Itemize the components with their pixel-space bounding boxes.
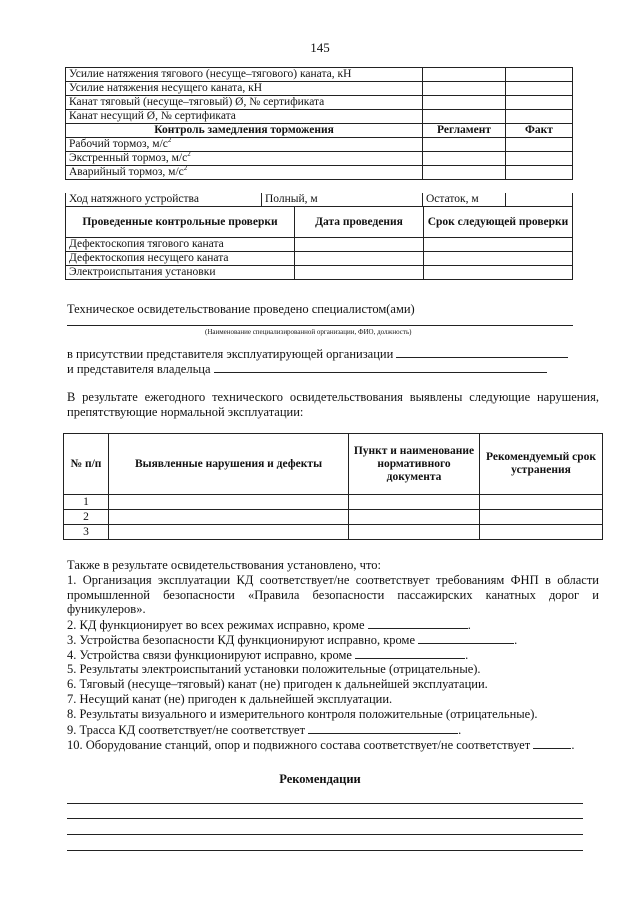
deadline-col-header: Рекомендуемый срок устранения — [480, 434, 603, 495]
recommendations-line[interactable] — [67, 850, 583, 851]
next-check-col-header: Срок следующей проверки — [424, 207, 573, 238]
finding-item-9: 9. Трасса КД соответствует/не соответствует . — [67, 723, 462, 737]
checks-table — [65, 207, 573, 280]
table-row — [66, 68, 573, 82]
row-number: 2 — [64, 510, 109, 525]
value-cell — [424, 252, 573, 266]
value-cell — [506, 166, 573, 180]
recommendations-line[interactable] — [67, 803, 583, 804]
specialist-fill-line[interactable] — [67, 325, 573, 326]
check-label: Электроиспытания установки — [66, 266, 295, 280]
recommendations-line[interactable] — [67, 818, 583, 819]
stroke-full: Полный, м — [262, 193, 423, 207]
value-cell — [349, 495, 480, 510]
finding-item-8: 8. Результаты визуального и измерительного контроля положительные (отрицательные). — [67, 707, 538, 721]
value-cell — [423, 138, 506, 152]
table-row — [64, 495, 603, 510]
value-cell — [506, 193, 573, 207]
param-label: Канат несущий Ø, № сертификата — [66, 110, 423, 124]
table-row — [66, 266, 573, 280]
page-number: 145 — [310, 40, 330, 55]
brake-label: Экстренный тормоз, $м/с^2$ — [66, 152, 423, 166]
finding-item-7: 7. Несущий канат (не) пригоден к дальнейшей эксплуатации. — [67, 692, 393, 706]
value-cell — [109, 510, 349, 525]
value-cell — [295, 252, 424, 266]
value-cell — [109, 495, 349, 510]
value-cell — [423, 96, 506, 110]
table-header-row — [66, 124, 573, 138]
finding-item-3: 3. Устройства безопасности КД функционируют исправно, кроме . — [67, 633, 518, 647]
value-cell — [480, 510, 603, 525]
finding-item-10: 10. Оборудование станций, опор и подвижного состава соответствует/не соответствует . — [67, 738, 575, 752]
table-row — [64, 510, 603, 525]
value-cell — [506, 68, 573, 82]
value-cell — [506, 138, 573, 152]
norm-doc-col-header: Пункт и наименование нормативного документа — [349, 434, 480, 495]
stroke-rest: Остаток, м — [423, 193, 506, 207]
finding-item-1: 1. Организация эксплуатации КД соответствует/не соответствует требованиям ФНП в области промышленной безопасности «Правила безопасности пассажирских канатных дорог и фуникулеров». — [67, 573, 599, 616]
value-cell — [295, 266, 424, 280]
brake-label: Аварийный тормоз, $м/с^2$ — [66, 166, 423, 180]
date-col-header: Дата проведения — [295, 207, 424, 238]
num-col-header: № п/п — [64, 434, 109, 495]
row-number: 3 — [64, 525, 109, 540]
table-row — [66, 152, 573, 166]
operator-rep-field[interactable] — [396, 346, 568, 358]
value-cell — [423, 110, 506, 124]
defects-col-header: Выявленные нарушения и дефекты — [109, 434, 349, 495]
braking-header: Контроль замедления торможения — [66, 124, 423, 138]
value-cell — [423, 152, 506, 166]
brake-label: Рабочий тормоз, $м/с^2$ — [66, 138, 423, 152]
presence-line-1: в присутствии представителя эксплуатирующей организации — [67, 346, 568, 361]
table-row — [66, 252, 573, 266]
row-number: 1 — [64, 495, 109, 510]
table-row — [66, 138, 573, 152]
finding-item-5: 5. Результаты электроиспытаний установки положительные (отрицательные). — [67, 662, 481, 676]
findings-intro: Также в результате освидетельствования установлено, что: — [67, 558, 381, 572]
table-row — [66, 166, 573, 180]
value-cell — [480, 495, 603, 510]
recommendations-line[interactable] — [67, 834, 583, 835]
value-cell — [295, 238, 424, 252]
finding-item-6: 6. Тяговый (несуще–тяговый) канат (не) пригоден к дальнейшей эксплуатации. — [67, 677, 488, 691]
checks-col-header: Проведенные контрольные проверки — [66, 207, 295, 238]
specialist-text: Техническое освидетельствование проведено специалистом(ами) — [67, 302, 415, 316]
reglament-header: Регламент — [423, 124, 506, 138]
param-label: Усилие натяжения тягового (несуще–тягового) каната, кН — [66, 68, 423, 82]
violations-table — [63, 433, 603, 540]
value-cell — [423, 82, 506, 96]
value-cell — [423, 68, 506, 82]
value-cell — [424, 238, 573, 252]
table-header-row — [66, 207, 573, 238]
specialist-caption: (Наименование специализированной организации, ФИО, должность) — [205, 328, 412, 336]
value-cell — [480, 525, 603, 540]
value-cell — [506, 96, 573, 110]
parameters-table — [65, 67, 573, 180]
table-row — [66, 193, 573, 207]
finding-2-field[interactable] — [368, 617, 468, 629]
table-row — [66, 238, 573, 252]
param-label: Канат тяговый (несуще–тяговый) Ø, № сертификата — [66, 96, 423, 110]
fakt-header: Факт — [506, 124, 573, 138]
owner-rep-field[interactable] — [214, 361, 547, 373]
finding-item-4: 4. Устройства связи функционируют исправно, кроме . — [67, 648, 469, 662]
table-row — [64, 525, 603, 540]
finding-4-field[interactable] — [355, 647, 465, 659]
table-row — [66, 82, 573, 96]
stroke-table — [65, 193, 573, 207]
presence-line-2: и представителя владельца — [67, 361, 547, 376]
value-cell — [506, 82, 573, 96]
check-label: Дефектоскопия несущего каната — [66, 252, 295, 266]
param-label: Усилие натяжения несущего каната, кН — [66, 82, 423, 96]
finding-3-field[interactable] — [418, 632, 514, 644]
value-cell — [424, 266, 573, 280]
value-cell — [506, 152, 573, 166]
value-cell — [109, 525, 349, 540]
value-cell — [423, 166, 506, 180]
value-cell — [349, 525, 480, 540]
table-row — [66, 110, 573, 124]
finding-item-2: 2. КД функционирует во всех режимах исправно, кроме . — [67, 618, 471, 632]
table-row — [66, 96, 573, 110]
recommendations-title: Рекомендации — [279, 772, 361, 786]
finding-9-field[interactable] — [308, 722, 458, 734]
value-cell — [506, 110, 573, 124]
check-label: Дефектоскопия тягового каната — [66, 238, 295, 252]
finding-10-field[interactable] — [533, 737, 571, 749]
violations-intro: В результате ежегодного технического освидетельствования выявлены следующие нарушения, препятствующие нормальной эксплуатации: — [67, 390, 599, 419]
value-cell — [349, 510, 480, 525]
stroke-label: Ход натяжного устройства — [66, 193, 262, 207]
table-header-row — [64, 434, 603, 495]
